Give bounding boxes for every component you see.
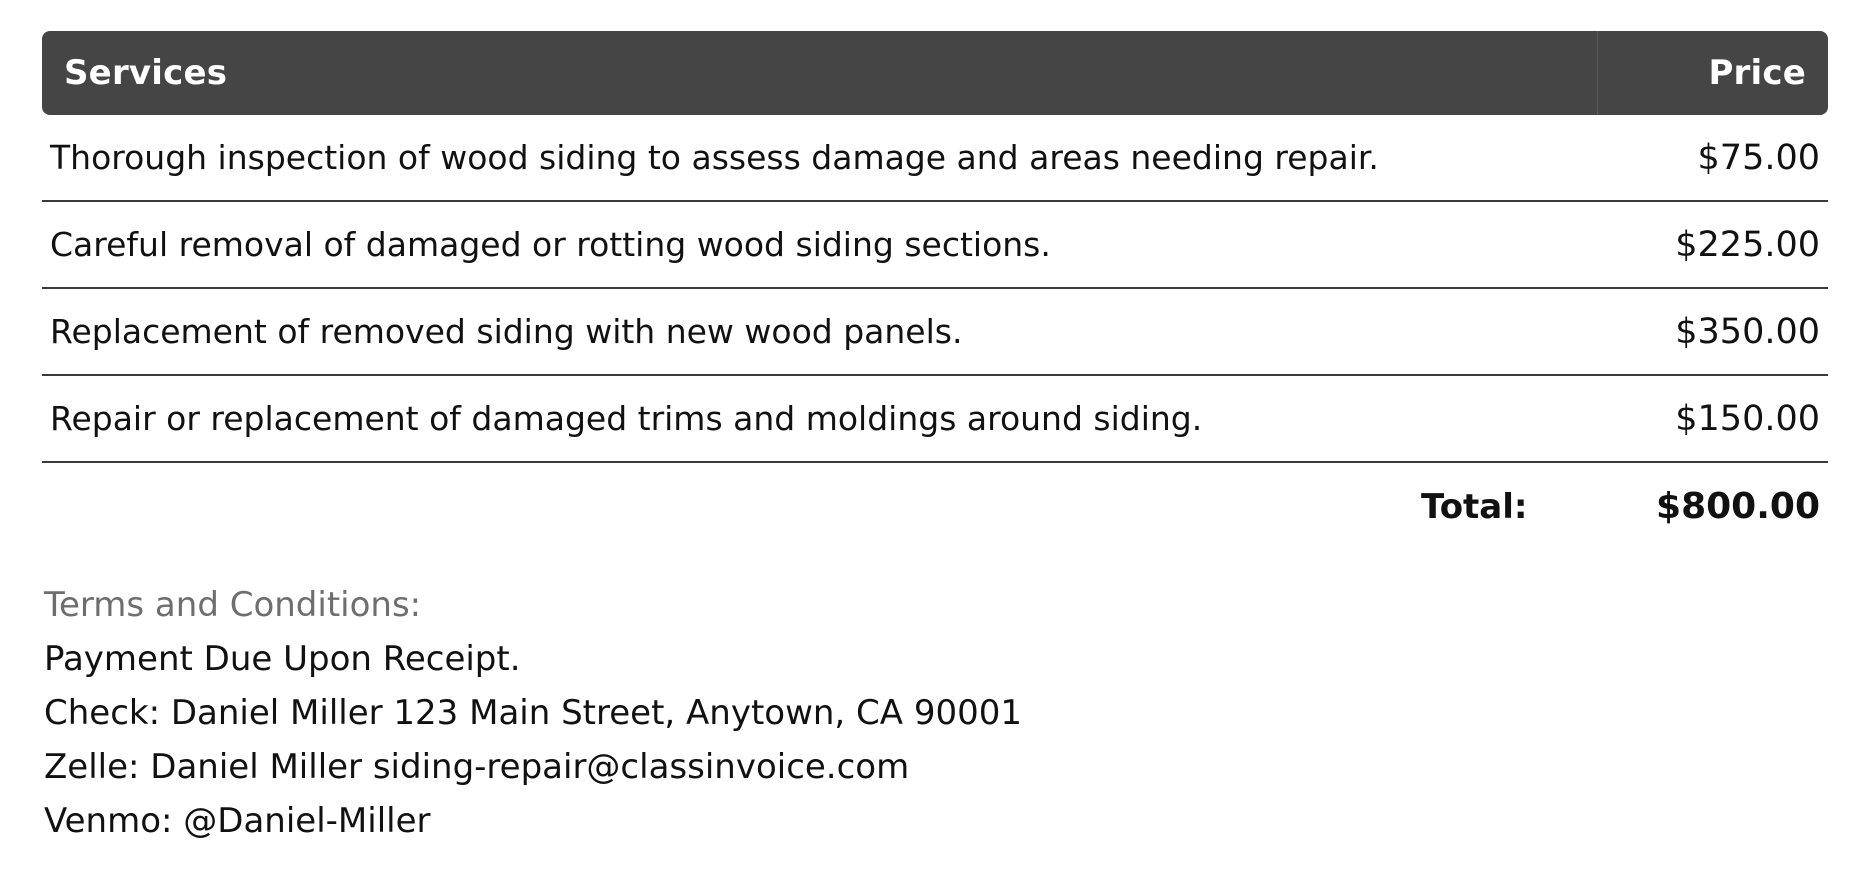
- zelle-payment-line: Zelle: Daniel Miller siding-repair@classinvoice.com: [44, 747, 910, 787]
- price-column-header: Price: [1598, 31, 1829, 115]
- service-price: $75.00: [1598, 115, 1829, 201]
- service-description: Replacement of removed siding with new wood panels.: [42, 288, 1598, 375]
- terms-and-conditions: [44, 578, 1022, 848]
- check-payment-line: Check: Daniel Miller 123 Main Street, Anytown, CA 90001: [44, 693, 1023, 733]
- table-row: [42, 115, 1828, 201]
- service-price: $350.00: [1598, 288, 1829, 375]
- terms-heading: Terms and Conditions:: [44, 585, 422, 625]
- total-row: [42, 462, 1828, 550]
- payment-terms-line: Payment Due Upon Receipt.: [44, 639, 521, 679]
- service-price: $150.00: [1598, 375, 1829, 462]
- service-description: Thorough inspection of wood siding to assess damage and areas needing repair.: [42, 115, 1598, 201]
- service-description: Careful removal of damaged or rotting wood siding sections.: [42, 201, 1598, 288]
- table-footer: [42, 462, 1828, 550]
- table-row: [42, 201, 1828, 288]
- services-table: [42, 31, 1828, 550]
- total-amount: $800.00: [1656, 486, 1820, 527]
- service-price: $225.00: [1598, 201, 1829, 288]
- total-label: Total:: [1421, 486, 1528, 527]
- header-row: [42, 31, 1828, 115]
- services-column-header: Services: [42, 31, 1598, 115]
- service-description: Repair or replacement of damaged trims and moldings around siding.: [42, 375, 1598, 462]
- table-row: [42, 375, 1828, 462]
- table-header: [42, 31, 1828, 115]
- table-body: [42, 115, 1828, 462]
- table-row: [42, 288, 1828, 375]
- invoice-section: [42, 31, 1828, 550]
- venmo-payment-line: Venmo: @Daniel-Miller: [44, 801, 431, 841]
